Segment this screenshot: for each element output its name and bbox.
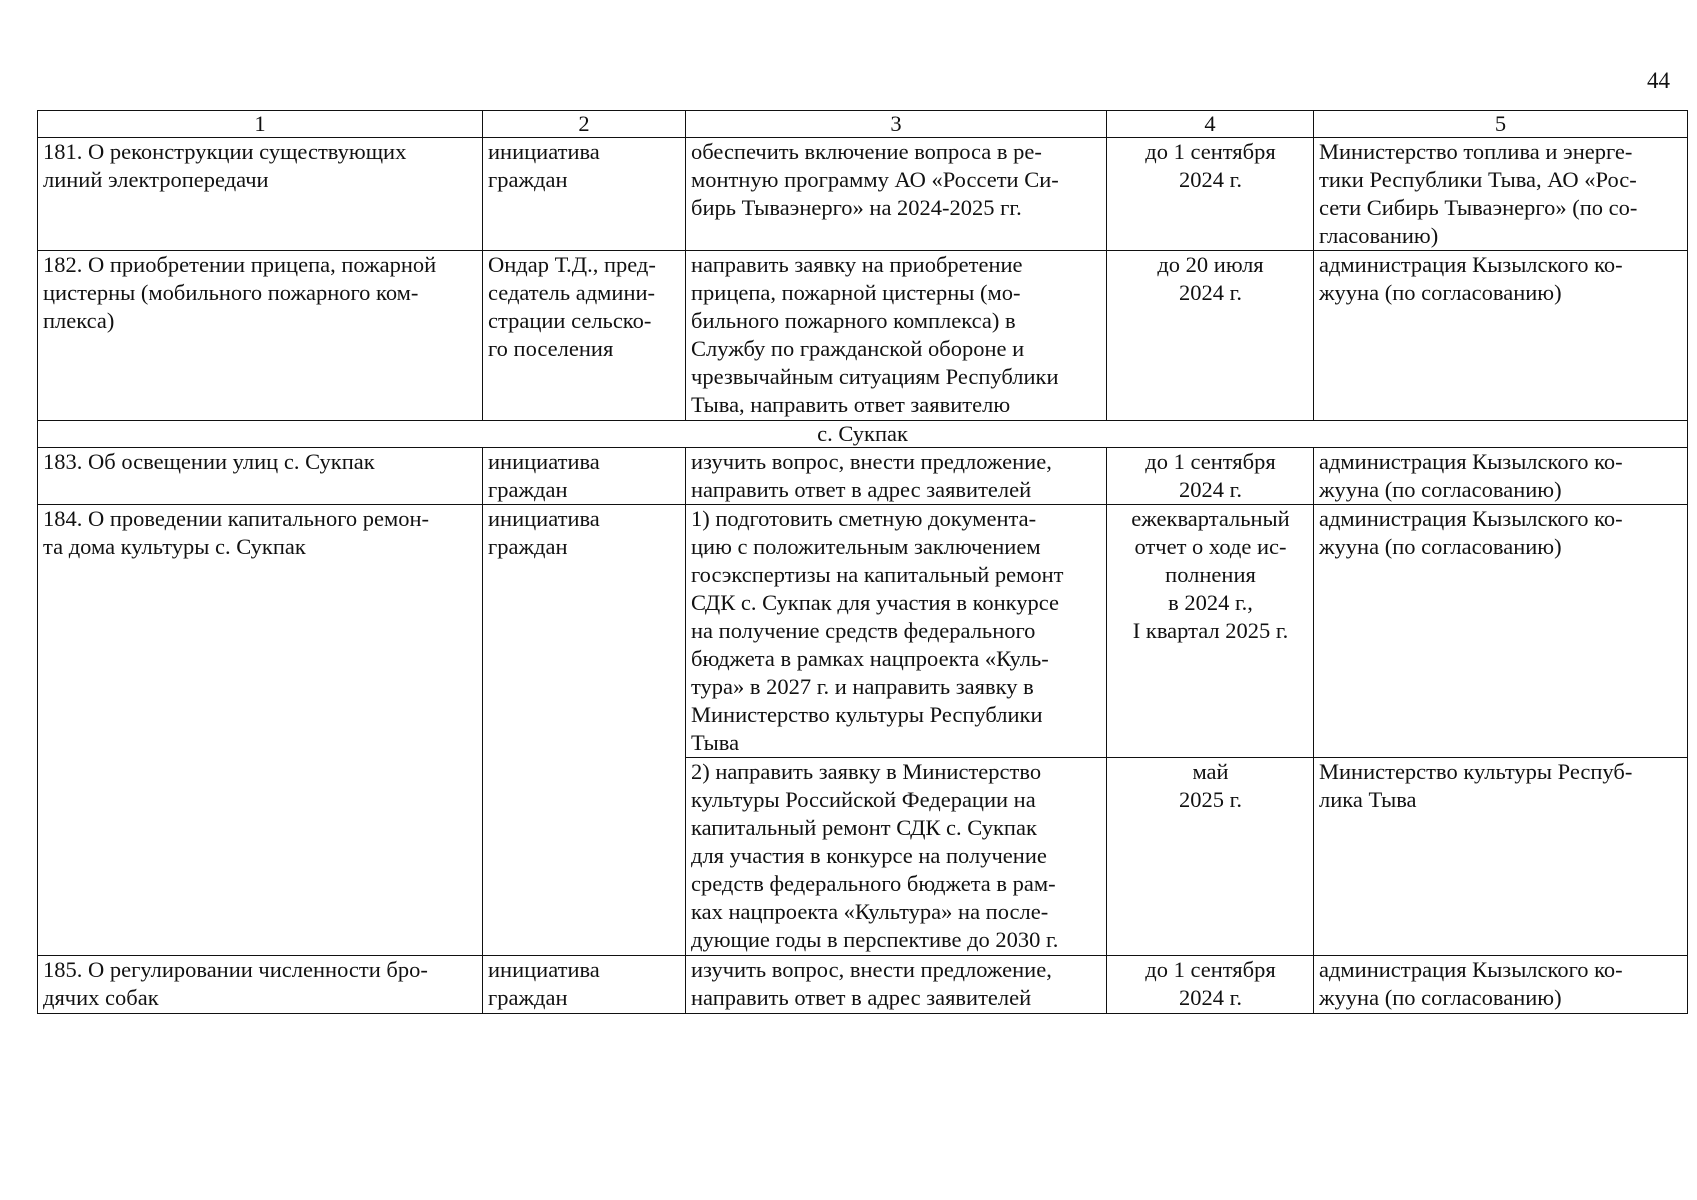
- section-row: [38, 421, 1688, 448]
- topic-cell: 183. Об освещении улиц с. Сукпак: [38, 448, 483, 505]
- initiator-cell: инициатива граждан: [483, 138, 686, 251]
- deadline-cell: до 1 сентября 2024 г.: [1107, 956, 1314, 1014]
- initiator-cell: инициатива граждан: [483, 956, 686, 1014]
- table-header-row: [38, 111, 1688, 138]
- table-row: [38, 505, 1688, 758]
- column-header: 1: [38, 111, 483, 138]
- table-row: [38, 956, 1688, 1014]
- deadline-cell: до 20 июля 2024 г.: [1107, 251, 1314, 421]
- column-header: 3: [686, 111, 1107, 138]
- initiator-cell: инициатива граждан: [483, 448, 686, 505]
- deadline-cell: май 2025 г.: [1107, 758, 1314, 956]
- table-row: [38, 138, 1688, 251]
- topic-cell: 185. О регулировании численности бро- дячих собак: [38, 956, 483, 1014]
- measure-cell: 1) подготовить сметную документа- цию с положительным заключением госэкспертизы на капитальный ремонт СДК с. Сукпак для участия в конкурсе на получение средств федерального бюджета в рамках нацпроекта «Куль- тура» в 2027 г. и направить заявку в Министерство культуры Республики Тыва: [686, 505, 1107, 758]
- responsible-cell: администрация Кызылского ко- жууна (по согласованию): [1314, 251, 1688, 421]
- initiator-cell: инициатива граждан: [483, 505, 686, 956]
- responsible-cell: администрация Кызылского ко- жууна (по согласованию): [1314, 505, 1688, 758]
- measure-cell: направить заявку на приобретение прицепа, пожарной цистерны (мо- бильного пожарного комплекса) в Службу по гражданской обороне и чрезвычайным ситуациям Республики Тыва, направить ответ заявителю: [686, 251, 1107, 421]
- deadline-cell: ежеквартальный отчет о ходе ис- полнения в 2024 г., I квартал 2025 г.: [1107, 505, 1314, 758]
- table-row: [38, 251, 1688, 421]
- topic-cell: 181. О реконструкции существующих линий электропередачи: [38, 138, 483, 251]
- measure-cell: обеспечить включение вопроса в ре- монтную программу АО «Россети Си- бирь Тываэнерго» на 2024-2025 гг.: [686, 138, 1107, 251]
- column-header: 4: [1107, 111, 1314, 138]
- responsible-cell: Министерство культуры Респуб- лика Тыва: [1314, 758, 1688, 956]
- responsible-cell: администрация Кызылского ко- жууна (по согласованию): [1314, 448, 1688, 505]
- measures-table: [37, 110, 1688, 1014]
- section-title: с. Сукпак: [38, 421, 1688, 448]
- measure-cell: 2) направить заявку в Министерство культуры Российской Федерации на капитальный ремонт СДК с. Сукпак для участия в конкурсе на получение средств федерального бюджета в рам- ках нацпроекта «Культура» на после- дующие годы в перспективе до 2030 г.: [686, 758, 1107, 956]
- initiator-cell: Ондар Т.Д., пред- седатель админи- страции сельско- го поселения: [483, 251, 686, 421]
- table-row: [38, 448, 1688, 505]
- topic-cell: 182. О приобретении прицепа, пожарной цистерны (мобильного пожарного ком- плекса): [38, 251, 483, 421]
- column-header: 5: [1314, 111, 1688, 138]
- page-number: 44: [1647, 68, 1670, 93]
- measure-cell: изучить вопрос, внести предложение, направить ответ в адрес заявителей: [686, 956, 1107, 1014]
- column-header: 2: [483, 111, 686, 138]
- topic-cell: 184. О проведении капитального ремон- та дома культуры с. Сукпак: [38, 505, 483, 956]
- deadline-cell: до 1 сентября 2024 г.: [1107, 138, 1314, 251]
- responsible-cell: администрация Кызылского ко- жууна (по согласованию): [1314, 956, 1688, 1014]
- responsible-cell: Министерство топлива и энерге- тики Республики Тыва, АО «Рос- сети Сибирь Тываэнерго» (по со- гласованию): [1314, 138, 1688, 251]
- measure-cell: изучить вопрос, внести предложение, направить ответ в адрес заявителей: [686, 448, 1107, 505]
- deadline-cell: до 1 сентября 2024 г.: [1107, 448, 1314, 505]
